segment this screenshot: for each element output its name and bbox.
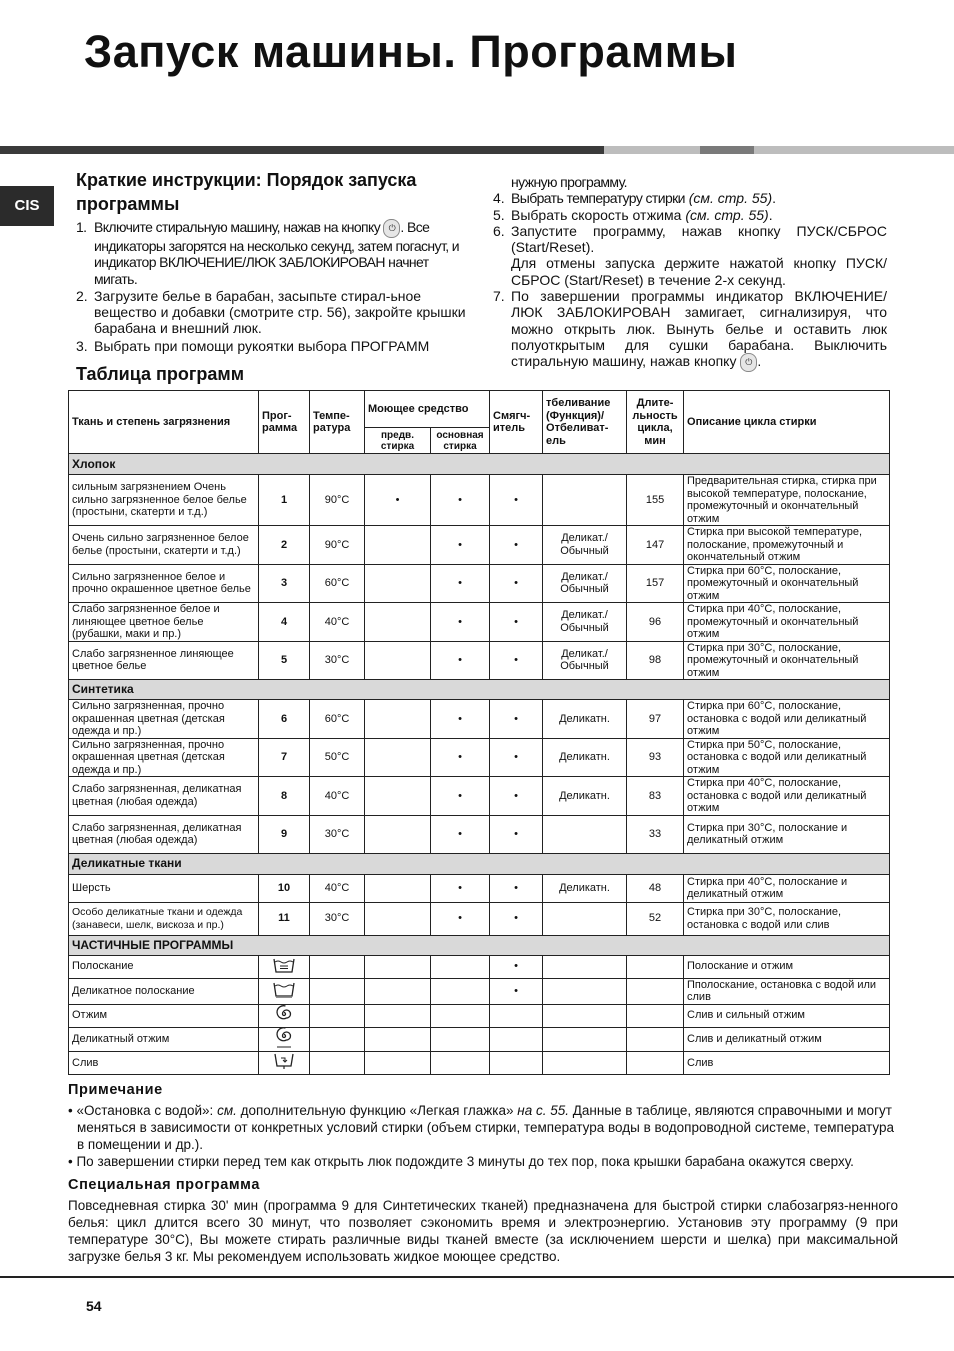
page-number: 54 xyxy=(86,1298,102,1314)
section-row xyxy=(69,680,890,700)
section-row xyxy=(69,935,890,955)
step-6: 6. Запустите программу, нажав кнопку ПУСК/СБРОС (Start/Reset). Для отмены запуска держите нажатой кнопку ПУСК/ СБРОС (Start/Reset) в течение 2-х секунд. xyxy=(493,222,887,288)
section-cotton: Хлопок xyxy=(69,454,890,475)
instructions-heading: Краткие инструкции: Порядок запуска программы xyxy=(76,170,417,214)
section-synthetic: Синтетика xyxy=(69,680,890,700)
header-duration: Длите-льность цикла, мин xyxy=(627,391,684,454)
section-row xyxy=(69,454,890,475)
rinse-symbol-icon xyxy=(272,956,296,974)
step-4: 4. Выбрать температуру стирки (см. стр. 55). xyxy=(493,190,776,207)
note-2: • По завершении стирки перед тем как открыть люк подождите 3 минуты до тех пор, пока крышки барабана окажутся сверху. xyxy=(68,1154,854,1169)
notes-section xyxy=(68,1082,898,1265)
step-1: 1. Включите стиральную машину, нажав на кнопку ⏻ . Все индикаторы загорятся на несколько секунд, затем погаснут, и индикатор ВКЛЮЧЕНИЕ/ЛЮК ЗАБЛОКИРОВАН начнет мигать. xyxy=(76,219,460,287)
power-button-icon: ⏻ xyxy=(740,353,757,372)
table-row: Деликатный отжим Слив и деликатный отжим xyxy=(69,1027,890,1052)
table-row: Сильно загрязненная, прочно окрашенная цветная (детская одежда и пр.) 7 50°C • • Деликатн. 93 Стирка при 50°C, полоскание, остановка с водой или деликатный отжим xyxy=(69,738,890,777)
page-title: Запуск машины. Программы xyxy=(84,26,738,77)
table-row: Слабо загрязненное линяющее цветное белье 5 30°C • • Деликат./ Обычный 98 Стирка при 30°C, полоскание, промежуточный и окончательный отжим xyxy=(69,641,890,680)
note-1: • «Остановка с водой»: см. дополнительную функцию «Легкая глажка» на с. 55. Данные в таблице, являются справочными и могут меняться в зависимости от конкретных условий стирки (объем стирки, температура воды в водопроводной системе, температура в помещении и др.). xyxy=(68,1103,895,1152)
region-tab: CIS xyxy=(0,186,54,226)
step-5: 5. Выбрать скорость отжима (см. стр. 55). xyxy=(493,206,773,223)
table-row: сильным загрязнением Очень сильно загрязненное белое белье (простыни, скатерти и т.д.) 1 90°C • • • 155 Предварительная стирка, стирка при высокой температуре, полоскание, промежуточный и окончательный отжим xyxy=(69,475,890,526)
special-program-heading: Специальная программа xyxy=(68,1177,260,1193)
instructions-left-column xyxy=(76,219,466,354)
section-partial: ЧАСТИЧНЫЕ ПРОГРАММЫ xyxy=(69,935,890,955)
table-heading: Таблица программ xyxy=(76,364,245,384)
table-row: Деликатное полоскание • Пполоскание, остановка с водой или слив xyxy=(69,978,890,1004)
table-row: Слив Слив xyxy=(69,1052,890,1075)
table-row: Очень сильно загрязненное белое белье (простыни, скатерти и т.д.) 2 90°C • • Деликат./ Обычный 147 Стирка при высокой температуре, полоскание, промежуточный и окончательный отжим xyxy=(69,526,890,565)
drain-symbol-icon xyxy=(273,1052,295,1070)
instructions-right-column xyxy=(493,174,887,372)
power-button-icon: ⏻ xyxy=(383,219,400,238)
footer-divider xyxy=(0,1276,954,1278)
header-description: Описание цикла стирки xyxy=(684,391,890,454)
table-row: Слабо загрязненная, деликатная цветная (любая одежда) 8 40°C • • Деликатн. 83 Стирка при 40°C, полоскание, остановка с водой или деликатный отжим xyxy=(69,777,890,816)
step-7: 7. По завершении программы индикатор ВКЛЮЧЕНИЕ/ ЛЮК ЗАБЛОКИРОВАН замигает, сигнализируя, что можно открыть люк. Вынуть белье и оставить люк полуоткрытым для сушки барабана. Выключить стиральную машину, нажав кнопку ⏻ . xyxy=(493,288,887,372)
step-3: 3. Выбрать при помощи рукоятки выбора ПРОГРАММ xyxy=(76,337,430,354)
step-3-continued: нужную программу. xyxy=(511,174,627,190)
section-delicate: Деликатные ткани xyxy=(69,853,890,874)
step-2: 2. Загрузите белье в барабан, засыпьте стирал-ьное вещество и добавки (смотрите стр. 56), закройте крышки барабана и внешний люк. xyxy=(76,287,466,337)
table-row: Сильно загрязненная, прочно окрашенная цветная (детская одежда и пр.) 6 60°C • • Деликатн. 97 Стирка при 60°C, полоскание, остановка с водой или деликатный отжим xyxy=(69,700,890,739)
table-row: Полоскание • Полоскание и отжим xyxy=(69,955,890,978)
header-fabric: Ткань и степень загрязнения xyxy=(69,391,259,454)
header-mainwash: основная стирка xyxy=(431,428,490,454)
header-detergent: Моющее средство xyxy=(365,391,490,428)
notes-heading: Примечание xyxy=(68,1082,163,1098)
table-row: Особо деликатные ткани и одежда (занавеси, шелк, вискоза и пр.) 11 30°C • • 52 Стирка при 30°C, полоскание, остановка с водой или слив xyxy=(69,902,890,935)
table-row: Слабо загрязненное белое и линяющее цветное белье (рубашки, маки и пр.) 4 40°C • • Деликат./ Обычный 96 Стирка при 40°C, полоскание, промежуточный и окончательный отжим xyxy=(69,603,890,642)
table-row: Слабо загрязненная, деликатная цветная (любая одежда) 9 30°C • • 33 Стирка при 30°C, полоскание и деликатный отжим xyxy=(69,815,890,853)
special-program-text: Повседневная стирка 30' мин (программа 9 для Синтетических тканей) предназначена для быстрой стирки слабозагряз-ненного белья: цикл длится всего 30 минут, что позволяет сэкономить время и электроэнергию. Установив эту программу (9 при температуре 30°C), Вы можете стирать различные виды тканей вместе (за исключением шерсти и шелка) при максимальной загрузке белья 3 кг. Мы рекомендуем использовать жидкое моющее средство. xyxy=(68,1198,898,1264)
header-temperature: Темпе-ратура xyxy=(310,391,365,454)
table-row: Шерсть 10 40°C • • Деликатн. 48 Стирка при 40°C, полоскание и деликатный отжим xyxy=(69,874,890,902)
header-softener: Смягч-итель xyxy=(490,391,543,454)
table-row: Отжим Слив и сильный отжим xyxy=(69,1004,890,1027)
delicate-rinse-symbol-icon xyxy=(272,980,296,998)
table-row: Сильно загрязненное белое и прочно окрашенное цветное белье 3 60°C • • Деликат./ Обычный 157 Стирка при 60°C, полоскание, промежуточный и окончательный отжим xyxy=(69,564,890,603)
spin-symbol-icon xyxy=(274,1005,294,1023)
header-bleach: тбеливание (Функция)/ Отбеливат-ель xyxy=(543,391,627,454)
header-program: Прог-рамма xyxy=(259,391,310,454)
header-divider-dark xyxy=(0,146,604,154)
section-row xyxy=(69,853,890,874)
program-table xyxy=(68,390,890,1075)
header-prewash: предв. стирка xyxy=(365,428,431,454)
header-divider-light xyxy=(604,146,954,154)
delicate-spin-symbol-icon xyxy=(274,1028,294,1048)
header-divider-mid xyxy=(700,146,754,154)
table-header-row xyxy=(69,391,890,428)
